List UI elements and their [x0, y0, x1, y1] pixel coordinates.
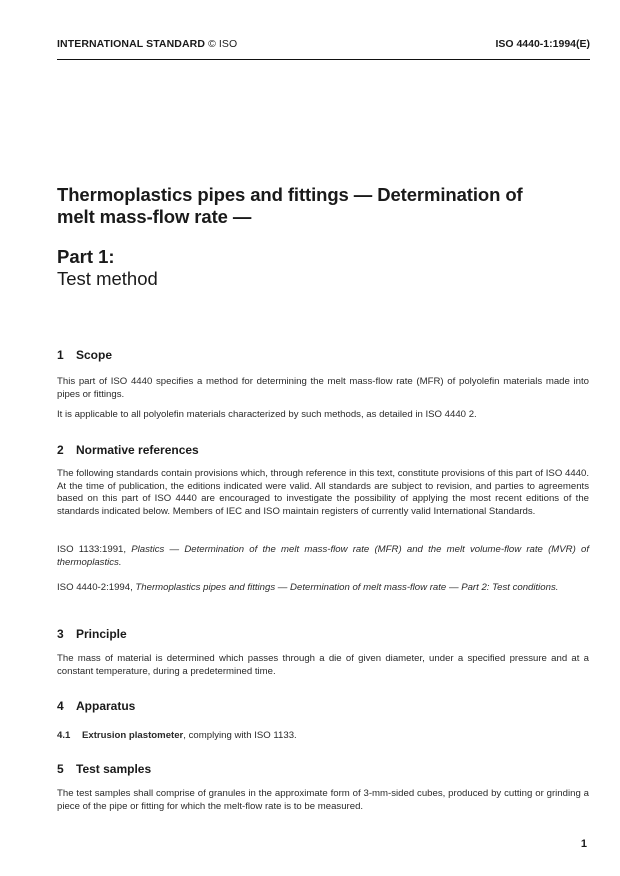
- header-standard-type: INTERNATIONAL STANDARD: [57, 38, 206, 50]
- scope-paragraph-2: [57, 409, 589, 422]
- reference-iso-4440-2: [57, 582, 589, 595]
- test-samples-paragraph: [57, 788, 589, 813]
- references-intro: [57, 468, 589, 518]
- section-heading: [57, 348, 589, 362]
- section-test-samples: [57, 762, 589, 776]
- title-line-2: melt mass-flow rate —: [57, 206, 252, 227]
- running-header: [57, 38, 590, 52]
- page-number: 1: [580, 838, 587, 850]
- paragraph: It is applicable to all polyolefin materials characterized by such methods, as detailed in ISO 4440 2.: [57, 409, 477, 420]
- section-apparatus: [57, 699, 589, 713]
- section-heading: [57, 627, 589, 641]
- paragraph: The test samples shall comprise of granules in the approximate form of 3-mm-sided cubes, produced by cutting or grinding a piece of the pipe or fitting for which the melt-flow rate is to be measured.: [57, 788, 589, 812]
- section-heading: [57, 443, 589, 457]
- reference-iso-1133: [57, 544, 589, 569]
- apparatus-term: Extrusion plastometer: [82, 730, 184, 741]
- section-title: Normative references: [76, 443, 199, 457]
- section-number: 2: [57, 443, 64, 457]
- reference-title: Thermoplastics pipes and fittings — Determination of melt mass-flow rate — Part 2: Test conditions.: [135, 582, 559, 593]
- paragraph: The following standards contain provisions which, through reference in this text, constitute provisions of this part of ISO 4440. At the time of publication, the editions indicated were valid. All standards are subject to revision, and parties to agreements based on this part of ISO 4440 are encouraged to investigate the possibility of applying the most recent editions of the standards indicated below. Members of IEC and ISO maintain registers of currently valid International Standards.: [57, 468, 589, 517]
- reference-code: ISO 1133:1991,: [57, 544, 127, 555]
- paragraph: This part of ISO 4440 specifies a method for determining the melt mass-flow rate (MFR) of polyolefin materials made into pipes or fittings.: [57, 376, 589, 400]
- apparatus-entry: [57, 730, 589, 743]
- section-number: 4: [57, 699, 64, 713]
- section-number: 3: [57, 627, 64, 641]
- section-title: Apparatus: [76, 699, 136, 713]
- section-title: Scope: [76, 348, 113, 362]
- section-title: Principle: [76, 627, 127, 641]
- scope-paragraph-1: [57, 376, 589, 401]
- header-copyright: © ISO: [208, 38, 238, 50]
- section-scope: [57, 348, 589, 362]
- apparatus-item-4-1: [57, 730, 589, 743]
- section-heading: [57, 699, 589, 713]
- reference-entry: [57, 582, 589, 595]
- section-principle: [57, 627, 589, 641]
- document-title: [57, 184, 597, 228]
- section-title: Test samples: [76, 762, 152, 776]
- subclause-number: 4.1: [57, 730, 71, 741]
- reference-title: Plastics — Determination of the melt mass-flow rate (MFR) and the melt volume-flow rate (MVR) of thermoplastics.: [57, 544, 589, 568]
- reference-code: ISO 4440-2:1994,: [57, 582, 133, 593]
- header-standard-number: ISO 4440-1:1994(E): [495, 38, 590, 50]
- paragraph: The mass of material is determined which passes through a die of given diameter, under a specified pressure and at a constant temperature, during a predetermined time.: [57, 653, 589, 677]
- header-standard-label: [57, 38, 237, 50]
- section-number: 1: [57, 348, 64, 362]
- apparatus-description: , complying with ISO 1133.: [183, 730, 297, 741]
- header-rule: [57, 59, 590, 60]
- part-title: Test method: [57, 268, 158, 289]
- principle-paragraph: [57, 653, 589, 678]
- title-line-1: Thermoplastics pipes and fittings — Determination of: [57, 184, 523, 205]
- section-heading: [57, 762, 589, 776]
- section-number: 5: [57, 762, 64, 776]
- part-number: Part 1:: [57, 246, 115, 267]
- section-normative-references: [57, 443, 589, 457]
- reference-entry: [57, 544, 589, 569]
